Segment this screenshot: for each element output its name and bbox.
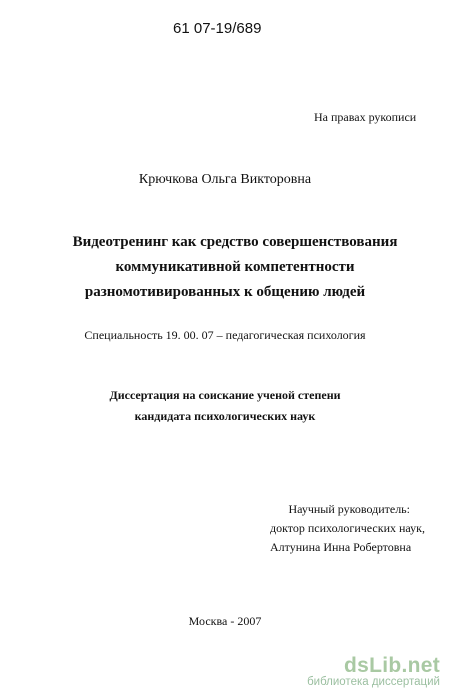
supervisor-degree: доктор психологических наук, xyxy=(270,521,425,535)
supervisor-block xyxy=(270,500,425,557)
watermark xyxy=(307,654,440,688)
specialty-line: Специальность 19. 00. 07 – педагогическая психология xyxy=(84,328,366,342)
title-line: Видеотренинг как средство совершенствования xyxy=(72,234,398,250)
degree-line: Диссертация на соискание ученой степени xyxy=(109,388,341,402)
supervisor-name: Алтунина Инна Робертовна xyxy=(270,540,412,554)
author-name: Крючкова Ольга Викторовна xyxy=(138,172,312,187)
document-code: 61 07-19/689 xyxy=(173,20,262,37)
title-line: разномотивированных к общению людей xyxy=(84,284,366,300)
dissertation-title xyxy=(0,230,450,305)
degree-line: кандидата психологических наук xyxy=(134,409,316,423)
watermark-logo: dsLib.net xyxy=(343,654,440,677)
rights-note: На правах рукописи xyxy=(314,110,417,124)
degree-statement xyxy=(0,385,450,427)
supervisor-label: Научный руководитель: xyxy=(288,502,410,516)
city-year: Москва - 2007 xyxy=(188,614,262,628)
title-line: коммуникативной компетентности xyxy=(115,259,355,275)
watermark-subtitle: библиотека диссертаций xyxy=(307,676,440,688)
